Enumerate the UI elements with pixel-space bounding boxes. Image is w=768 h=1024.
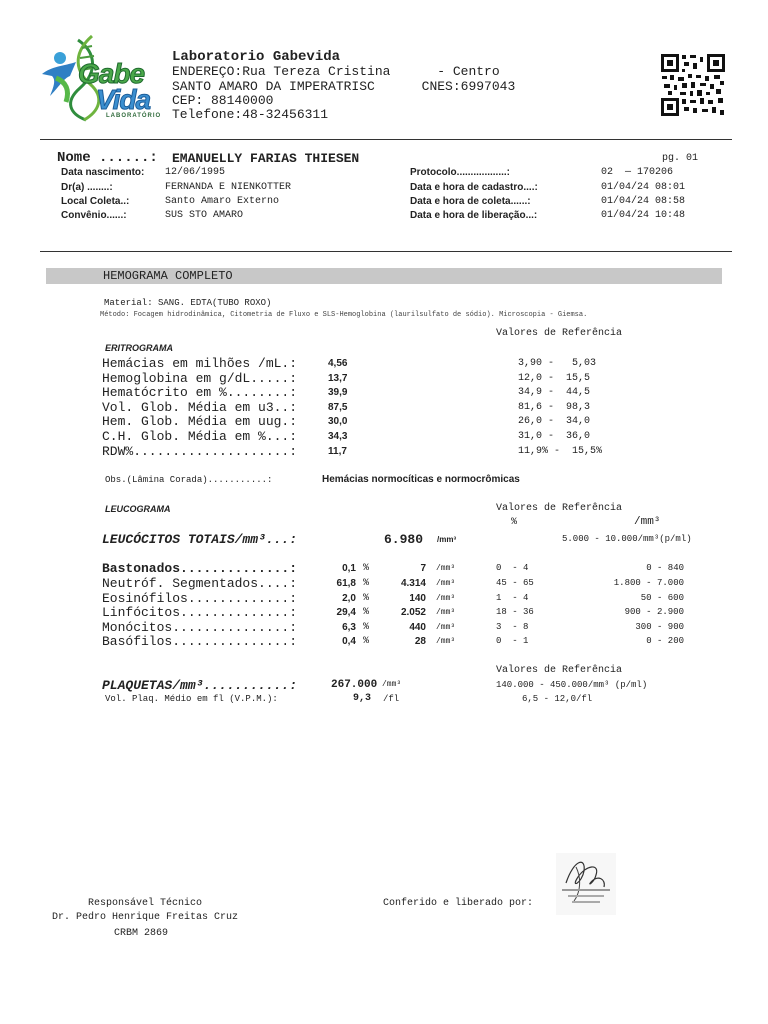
vpm-ref: 6,5 - 12,0/fl <box>522 694 593 704</box>
erythro-value: 11,7 <box>328 446 347 457</box>
erythro-ref: 81,6 - 98,3 <box>518 402 591 413</box>
material: Material: SANG. EDTA(TUBO ROXO) <box>104 298 272 308</box>
leuco-abs: 440 <box>409 622 426 633</box>
erythro-ref: 11,9% - 15,5% <box>518 446 603 457</box>
page-number: pg. 01 <box>662 153 699 164</box>
leuco-unit: /mm³ <box>436 623 456 632</box>
leuco-label: Basófilos...............: <box>102 634 298 649</box>
doctor-value: FERNANDA E NIENKOTTER <box>165 182 292 193</box>
leuco-title: LEUCOGRAMA <box>105 504 171 514</box>
leuco-ref-abs: 1.800 - 7.000 <box>613 578 684 588</box>
leuco-abs: 28 <box>414 636 426 647</box>
obs-value: Hemácias normocíticas e normocrômicas <box>322 474 520 485</box>
lab-address: ENDEREÇO:Rua Tereza Cristina - Centro <box>172 64 500 79</box>
leuco-ref-abs: 50 - 600 <box>640 593 684 603</box>
leuco-unit: /mm³ <box>436 579 456 588</box>
leuco-pct: 6,3 <box>342 622 356 633</box>
logo-text-vida: Vida <box>96 84 151 115</box>
erythro-value: 30,0 <box>328 416 348 427</box>
erythro-value: 87,5 <box>328 402 348 413</box>
qr-code-icon <box>660 53 726 117</box>
leuco-ref-abs: 300 - 900 <box>635 622 684 632</box>
leuco-ref-pct: 1 - 4 <box>496 593 529 603</box>
erythro-label: Hemoglobina em g/dL.....: <box>102 371 298 386</box>
leuco-ref-pct: 18 - 36 <box>496 607 534 617</box>
erythro-ref: 26,0 - 34,0 <box>518 416 591 427</box>
logo-subtitle: LABORATÓRIO <box>106 113 162 119</box>
erythro-label: Hemácias em milhões /mL.: <box>102 356 298 371</box>
erythro-label: RDW%....................: <box>102 444 298 459</box>
leuco-label: Bastonados..............: <box>102 561 298 576</box>
location-value: Santo Amaro Externo <box>165 196 280 207</box>
responsible-crbm: CRBM 2869 <box>114 928 169 939</box>
leuco-total-unit: /mm³ <box>437 535 457 544</box>
leuco-abs: 2.052 <box>400 607 426 618</box>
erythro-ref-header: Valores de Referência <box>496 328 623 339</box>
leuco-pct-unit: % <box>363 636 370 647</box>
patient-divider <box>40 251 732 252</box>
erythro-label: C.H. Glob. Média em %...: <box>102 429 298 444</box>
erythro-title: ERITROGRAMA <box>105 343 173 353</box>
erythro-value: 13,7 <box>328 373 348 384</box>
leuco-pct-unit: % <box>363 607 370 618</box>
doctor-label: Dr(a) ........: <box>61 182 113 193</box>
leuco-ref-pct: 0 - 4 <box>496 563 529 573</box>
leuco-mm-header: /mm³ <box>634 516 661 528</box>
lab-city: SANTO AMARO DA IMPERATRISC CNES:6997043 <box>172 79 516 94</box>
leuco-unit: /mm³ <box>436 637 456 646</box>
leuco-pct: 0,4 <box>342 636 356 647</box>
lab-phone: Telefone:48-32456311 <box>172 107 329 122</box>
responsible-title: Responsável Técnico <box>88 898 203 909</box>
leuco-ref-pct: 45 - 65 <box>496 578 534 588</box>
plaq-unit: /mm³ <box>382 680 402 689</box>
leuco-pct: 61,8 <box>336 578 356 589</box>
leuco-label: Linfócitos..............: <box>102 605 298 620</box>
erythro-value: 34,3 <box>328 431 348 442</box>
leuco-unit: /mm³ <box>436 594 456 603</box>
erythro-ref: 3,90 - 5,03 <box>518 358 597 369</box>
erythro-ref: 31,0 - 36,0 <box>518 431 591 442</box>
leuco-pct-unit: % <box>363 622 370 633</box>
leuco-pct: 0,1 <box>342 563 356 574</box>
released-by: Conferido e liberado por: <box>383 898 534 909</box>
lab-logo <box>36 32 160 122</box>
leuco-label: Eosinófilos.............: <box>102 591 298 606</box>
leuco-unit: /mm³ <box>436 564 456 573</box>
release-label: Data e hora de liberação...: <box>410 210 538 221</box>
leuco-abs: 7 <box>420 563 426 574</box>
header-divider <box>40 139 732 140</box>
collection-label: Data e hora de coleta......: <box>410 196 531 207</box>
insurance-label: Convênio......: <box>61 210 127 221</box>
erythro-label: Vol. Glob. Média em u3..: <box>102 400 298 415</box>
leuco-pct: 29,4 <box>336 607 356 618</box>
erythro-label: Hematócrito em %........: <box>102 385 298 400</box>
erythro-label: Hem. Glob. Média em uug.: <box>102 414 298 429</box>
leuco-total-value: 6.980 <box>384 532 424 547</box>
leuco-ref-pct: 3 - 8 <box>496 622 529 632</box>
plaq-ref: 140.000 - 450.000/mm³ (p/ml) <box>496 680 648 690</box>
lab-name: Laboratorio Gabevida <box>172 49 341 65</box>
patient-name-label: Nome ......: <box>57 150 158 166</box>
leuco-pct-unit: % <box>363 578 370 589</box>
leuco-ref-abs: 0 - 840 <box>646 563 684 573</box>
vpm-label: Vol. Plaq. Médio em fl (V.P.M.): <box>105 694 278 704</box>
erythro-ref: 34,9 - 44,5 <box>518 387 591 398</box>
method: Método: Focagem hidrodinâmica, Citometria de Fluxo e SLS-Hemoglobina (laurilsulfato de sódio). Microscopia - Giemsa. <box>100 311 588 319</box>
leuco-pct-unit: % <box>363 593 370 604</box>
insurance-value: SUS STO AMARO <box>165 210 244 221</box>
leuco-pct-unit: % <box>363 563 370 574</box>
leuco-ref-abs: 900 - 2.900 <box>624 607 684 617</box>
protocol-value: 02 — 170206 <box>601 167 674 178</box>
leuco-ref-abs: 0 - 200 <box>646 636 684 646</box>
birth-value: 12/06/1995 <box>165 167 226 178</box>
leuco-unit: /mm³ <box>436 608 456 617</box>
erythro-ref: 12,0 - 15,5 <box>518 373 591 384</box>
birth-label: Data nascimento: <box>61 167 145 178</box>
leuco-ref-pct: 0 - 1 <box>496 636 529 646</box>
registration-label: Data e hora de cadastro....: <box>410 182 538 193</box>
leuco-pct-header: % <box>511 517 518 528</box>
plaq-value: 267.000 <box>331 679 378 691</box>
patient-name: EMANUELLY FARIAS THIESEN <box>172 151 360 166</box>
leuco-abs: 4.314 <box>400 578 426 589</box>
obs-label: Obs.(Lâmina Corada)...........: <box>105 475 273 485</box>
exam-title: HEMOGRAMA COMPLETO <box>103 269 233 283</box>
responsible-name: Dr. Pedro Henrique Freitas Cruz <box>52 912 239 923</box>
leuco-abs: 140 <box>409 593 426 604</box>
leuco-label: Neutróf. Segmentados....: <box>102 576 298 591</box>
collection-value: 01/04/24 08:58 <box>601 196 686 207</box>
leuco-label: Monócitos...............: <box>102 620 298 635</box>
lab-cep: CEP: 88140000 <box>172 93 274 108</box>
plaq-ref-header: Valores de Referência <box>496 665 623 676</box>
protocol-label: Protocolo..................: <box>410 167 511 178</box>
plaq-label: PLAQUETAS/mm³...........: <box>102 678 298 693</box>
vpm-value: 9,3 <box>353 693 372 704</box>
location-label: Local Coleta..: <box>61 196 130 207</box>
erythro-value: 4,56 <box>328 358 348 369</box>
signature-stamp <box>556 853 616 915</box>
erythro-value: 39,9 <box>328 387 348 398</box>
vpm-unit: /fl <box>383 694 400 704</box>
release-value: 01/04/24 10:48 <box>601 210 686 221</box>
leuco-total-ref: 5.000 - 10.000/mm³(p/ml) <box>562 534 692 544</box>
logo-text-gabe: Gabe <box>78 58 145 89</box>
leuco-total-label: LEUCÓCITOS TOTAIS/mm³...: <box>102 532 298 547</box>
registration-value: 01/04/24 08:01 <box>601 182 686 193</box>
leuco-pct: 2,0 <box>342 593 356 604</box>
leuco-ref-header: Valores de Referência <box>496 503 623 514</box>
